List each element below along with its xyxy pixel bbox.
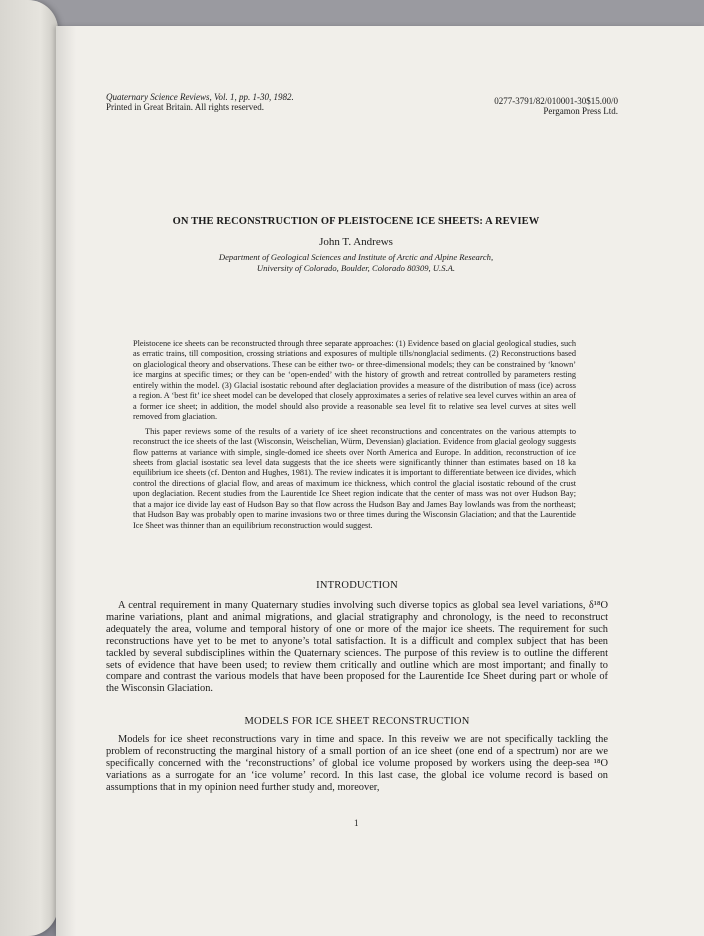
models-heading: MODELS FOR ICE SHEET RECONSTRUCTION: [244, 716, 470, 727]
abstract-paragraph-1: Pleistocene ice sheets can be reconstructed through three separate approaches: (1) Evidence based on glacial geological studies, such as erratic trains, till composition, crossing striations and exposures of multiple tills/nonglacial sediments. (2) Reconstructions based on glaciological theory and observations. These can be either two- or three-dimensional models; they can be constrained by ‘known’ ice margins at specific times; or they can be ‘open-ended’ with the history of growth and retreat controlled by parameters resting entirely within the model. (3) Glacial isostatic rebound after deglaciation provides a measure of the distribution of mass (ice) across a region. A ‘best fit’ ice sheet model can be developed that closely approximates a series of relative sea level curves within an area of a former ice sheet; in addition, the model should also provide a reasonable sea level fit to relative sea level curves at sites well removed from glaciation.: [133, 339, 576, 422]
affiliation-line-2: University of Colorado, Boulder, Colorado 80309, U.S.A.: [256, 263, 456, 273]
issn-block: [494, 96, 618, 116]
introduction-body: [106, 600, 608, 695]
printed-line: Printed in Great Britain. All rights reserved.: [106, 102, 264, 112]
abstract-paragraph-2: This paper reviews some of the results of a variety of ice sheet reconstructions and concentrates on the various attempts to reconstruct the ice sheets of the last (Wisconsin, Weischelian, Würm, Devensian) glaciation. Evidence from glacial geology suggests flow patterns at variance with simple, single-domed ice sheets over North America and Europe. In addition, reconstruction of ice sheets from glacial isostatic sea level data suggests that the ice sheets were significantly thinner than estimates based on 18 ka equilibrium ice sheets (cf. Denton and Hughes, 1981). The review indicates it is important to differentiate between ice divides, which control the directions of glacial flow, and areas of maximum ice thickness, which control the glacial isostatic rebound of the crust upon deglaciation. Recent studies from the Laurentide Ice Sheet region indicate that the center of mass was not over Hudson Bay; that a major ice divide lay east of Hudson Bay so that flow across the Hudson Bay and James Bay lowlands was from the northeast; that Hudson Bay was probably open to marine invasions two or three times during the Wisconsin Glaciation; and that the Laurentide Ice Sheet was thinner than an equilibrium reconstruction would suggest.: [133, 426, 576, 530]
models-paragraph: Models for ice sheet reconstructions vary in time and space. In this reveiw we are not specifically tackling the problem of reconstructing the marginal history of a small portion of an ice sheet (one end of a spectrum) nor are we specifically concerned with the ‘reconstructions’ of global ice volume proposed by workers using the deep-sea ¹⁸O variations as a surrogate for an ‘ice volume’ record. In this last case, the global ice volume record is based on assumptions that in my opinion need further study and, moreover,: [106, 734, 608, 793]
models-body: [106, 734, 608, 794]
publisher: Pergamon Press Ltd.: [543, 106, 618, 116]
adjacent-page-edge: [0, 0, 58, 936]
abstract: [133, 339, 576, 531]
article-title: ON THE RECONSTRUCTION OF PLEISTOCENE ICE SHEETS: A REVIEW: [172, 216, 540, 227]
author-name: John T. Andrews: [319, 236, 393, 248]
journal-line: Quaternary Science Reviews, Vol. 1, pp. 1-30, 1982.: [106, 92, 294, 102]
introduction-heading: INTRODUCTION: [316, 580, 398, 591]
issn: 0277-3791/82/010001-30$15.00/0: [494, 96, 618, 106]
journal-citation: [106, 92, 294, 112]
page-number: 1: [354, 818, 359, 828]
affiliation: [106, 252, 606, 274]
page-gutter-shadow: [56, 26, 76, 936]
affiliation-line-1: Department of Geological Sciences and Institute of Arctic and Alpine Research,: [218, 252, 494, 262]
introduction-paragraph: A central requirement in many Quaternary studies involving such diverse topics as global sea level variations, δ¹⁸O marine variations, plant and animal migrations, and glacial stratigraphy and chronology, is the need to reconstruct adequately the area, volume and temporal history of one or more of the major ice sheets. The requirement for such reconstructions have yet to be met to anyone’s total satisfaction. It is a difficult and complex subject that has been tackled by several subdisciplines within the Quaternary sciences. The purpose of this review is to outline the different sets of evidence that have been used; to review them critically and outline which are most important; and finally to compare and contrast the various models that have been proposed for the Laurentide Ice Sheet during part or whole of the Wisconsin Glaciation.: [106, 600, 608, 695]
